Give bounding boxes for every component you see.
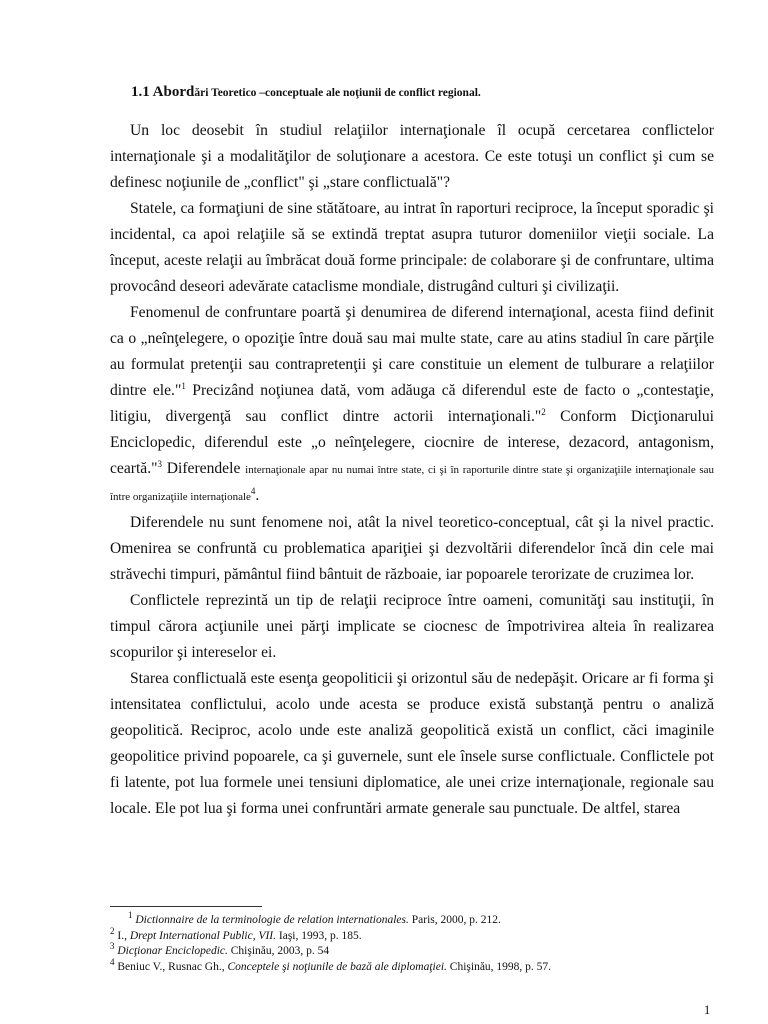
- footnotes: [110, 910, 714, 975]
- footnote-2: [110, 925, 714, 945]
- paragraph-1: Un loc deosebit în studiul relaţiilor internaţionale îl ocupă cercetarea conflictelor internaţionale şi a modalităţilor de soluţionare a acestora. Ce este totuşi un conflict şi cum se definesc noţiunile de „conflict" şi „stare conflictuală"?: [110, 122, 714, 191]
- paragraph-5: Conflictele reprezintă un tip de relaţii reciproce între oameni, comunităţi sau instituţii, în timpul cărora acţiunile unei părţi implicate se ciocnesc de împotrivirea alteia în realizarea scopurilor şi intereselor ei.: [110, 592, 714, 661]
- section-heading: [131, 84, 481, 101]
- paragraph-3-part-a: Fenomenul de confruntare poartă şi denumirea de diferend internaţional, acesta fiind definit ca o „neînţelegere, o opoziţie între două sau mai multe state, care au atins stadiul în care părţile au formulat pretenţii sau contrapretenţii şi care constituie un element de tulburare a relaţiilor dintre ele.": [110, 304, 714, 399]
- section-heading-number: 1.1 Abord: [131, 84, 195, 100]
- footnote-ref-3: 3: [157, 458, 162, 469]
- paragraph-6: Starea conflictuală este esenţa geopoliticii şi orizontul său de nedepăşit. Oricare ar fi forma şi intensitatea conflictului, acolo unde acesta se produce există substanţă pentru o analiză geopolitică. Reciproc, acolo unde este analiză geopolitică există un conflict, căci imaginile geopolitice privind popoarele, ca şi guvernele, sunt ele însele surse conflictuale. Conflictele pot fi latente, pot lua formele unei tensiuni diplomatice, ale unei crize internaţionale, regionale sau locale. Ele pot lua şi forma unei confruntări armate generale sau punctuale. De altfel, starea: [110, 670, 714, 817]
- footnote-3-mark: 3: [110, 941, 115, 952]
- paragraph-4: Diferendele nu sunt fenomene noi, atât la nivel teoretico-conceptual, cât şi la nivel practic. Omenirea se confruntă cu problematica apariţiei şi dezvoltării diferendelor încă din cele mai străvechi timpuri, pământul fiind bântuit de războaie, iar popoarele terorizate de cruzimea lor.: [110, 514, 714, 583]
- footnote-4-title: Conceptele şi noţiunile de bază ale diplomaţiei.: [227, 960, 447, 973]
- section-heading-title: ări Teoretico –conceptuale ale noţiunii de conflict regional.: [194, 87, 481, 99]
- footnote-ref-4: 4: [250, 485, 256, 496]
- paragraph-3-part-c: Conform Dicţionarului Enciclopedic, diferendul este „o neînţelegere, ciocnire de interese, dezacord, antagonism, ceartă.": [110, 408, 715, 477]
- footnote-3-title: Dicţionar Enciclopedic.: [117, 945, 228, 957]
- footnote-ref-2: 2: [541, 406, 546, 417]
- footnote-ref-1: 1: [181, 380, 186, 391]
- footnote-3-details: Chişinău, 2003, p. 54: [227, 945, 330, 957]
- paragraph-3: [110, 300, 714, 510]
- footnote-4-mark: 4: [110, 956, 115, 967]
- paragraph-3-small-run: internaţionale apar nu numai între state, ci şi în raporturile dintre state şi organizaţiile internaţionale sau între organizaţiile internaţionale: [110, 464, 715, 503]
- paragraph-3-part-b: Precizând noţiunea dată, vom adăuga că diferendul este de facto o „contestaţie, litigiu, divergenţă sau conflict dintre actorii internaţionali.": [110, 382, 714, 425]
- footnote-1-details: Paris, 2000, p. 212.: [408, 914, 501, 926]
- footnote-2-details: Iaşi, 1993, p. 185.: [276, 929, 362, 942]
- footnote-separator: [110, 906, 262, 907]
- footnote-1: [110, 910, 714, 929]
- footnote-4-lead: Beniuc V., Rusnac Gh.,: [117, 960, 228, 973]
- footnote-2-lead: I.,: [117, 929, 130, 942]
- page-number: 1: [704, 1003, 711, 1017]
- footnote-2-mark: 2: [110, 925, 115, 936]
- footnote-2-title: Drept International Public, VII.: [129, 929, 277, 942]
- paragraph-3-part-e: .: [255, 487, 260, 504]
- footnote-4: [110, 956, 714, 976]
- footnote-1-title: Dictionnaire de la terminologie de relation internationales.: [135, 914, 409, 926]
- footnote-3: [110, 941, 714, 960]
- footnote-1-mark: 1: [128, 910, 133, 921]
- footnote-4-details: Chişinău, 1998, p. 57.: [446, 960, 552, 973]
- paragraph-2: Statele, ca formaţiuni de sine stătătoare, au intrat în raporturi reciproce, la început sporadic şi incidental, ca apoi relaţiile să se extindă treptat asupra tuturor domeniilor vieţii sociale. La început, aceste relaţii au îmbrăcat două forme principale: de colaborare şi de confruntare, ultima provocând deseori adevărate cataclisme mondiale, distrugând culturi şi civilizaţii.: [110, 200, 714, 295]
- body-text: [110, 118, 714, 822]
- paragraph-3-part-d: Diferendele: [161, 460, 246, 477]
